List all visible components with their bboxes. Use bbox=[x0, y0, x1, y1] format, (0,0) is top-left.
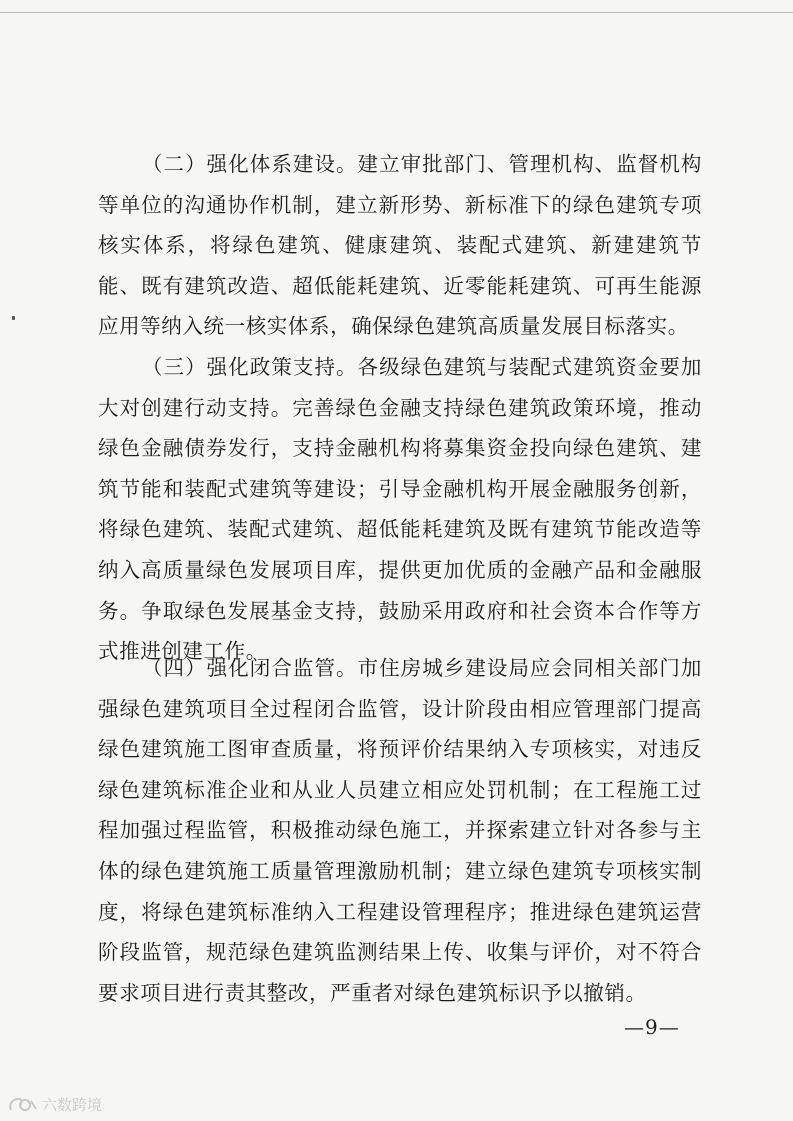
page-number: —9— bbox=[624, 1015, 680, 1039]
brand-logo-icon bbox=[8, 1096, 38, 1114]
watermark bbox=[8, 1094, 102, 1115]
paragraph-strengthen-policy: （三）强化政策支持。各级绿色建筑与装配式建筑资金要加大对创建行动支持。完善绿色金融支持绿色建筑政策环境，推动绿色金融债券发行，支持金融机构将募集资金投向绿色建筑、建筑节能和装配式建筑等建设；引导金融机构开展金融服务创新，将绿色建筑、装配式建筑、超低能耗建筑及既有建筑节能改造等纳入高质量绿色发展项目库，提供更加优质的金融产品和金融服务。争取绿色发展基金支持，鼓励采用政府和社会资本合作等方式推进创建工作。 bbox=[98, 355, 702, 664]
scan-edge-line bbox=[0, 12, 793, 13]
paragraph-strengthen-supervision: （四）强化闭合监管。市住房城乡建设局应会同相关部门加强绿色建筑项目全过程闭合监管，设计阶段由相应管理部门提高绿色建筑施工图审查质量，将预评价结果纳入专项核实，对违反绿色建筑标准企业和从业人员建立相应处罚机制；在工程施工过程加强过程监管，积极推动绿色施工，并探索建立针对各参与主体的绿色建筑施工质量管理激励机制；建立绿色建筑专项核实制度，将绿色建筑标准纳入工程建设管理程序；推进绿色建筑运营阶段监管，规范绿色建筑监测结果上传、收集与评价，对不符合要求项目进行责其整改，严重者对绿色建筑标识予以撤销。 bbox=[98, 656, 702, 1005]
paragraph-strengthen-system: （二）强化体系建设。建立审批部门、管理机构、监督机构等单位的沟通协作机制，建立新形势、新标准下的绿色建筑专项核实体系，将绿色建筑、健康建筑、装配式建筑、新建建筑节能、既有建筑改造、超低能耗建筑、近零能耗建筑、可再生能源应用等纳入统一核实体系，确保绿色建筑高质量发展目标落实。 bbox=[98, 152, 702, 339]
scan-speck bbox=[12, 316, 15, 320]
watermark-text: 六数跨境 bbox=[42, 1096, 103, 1114]
